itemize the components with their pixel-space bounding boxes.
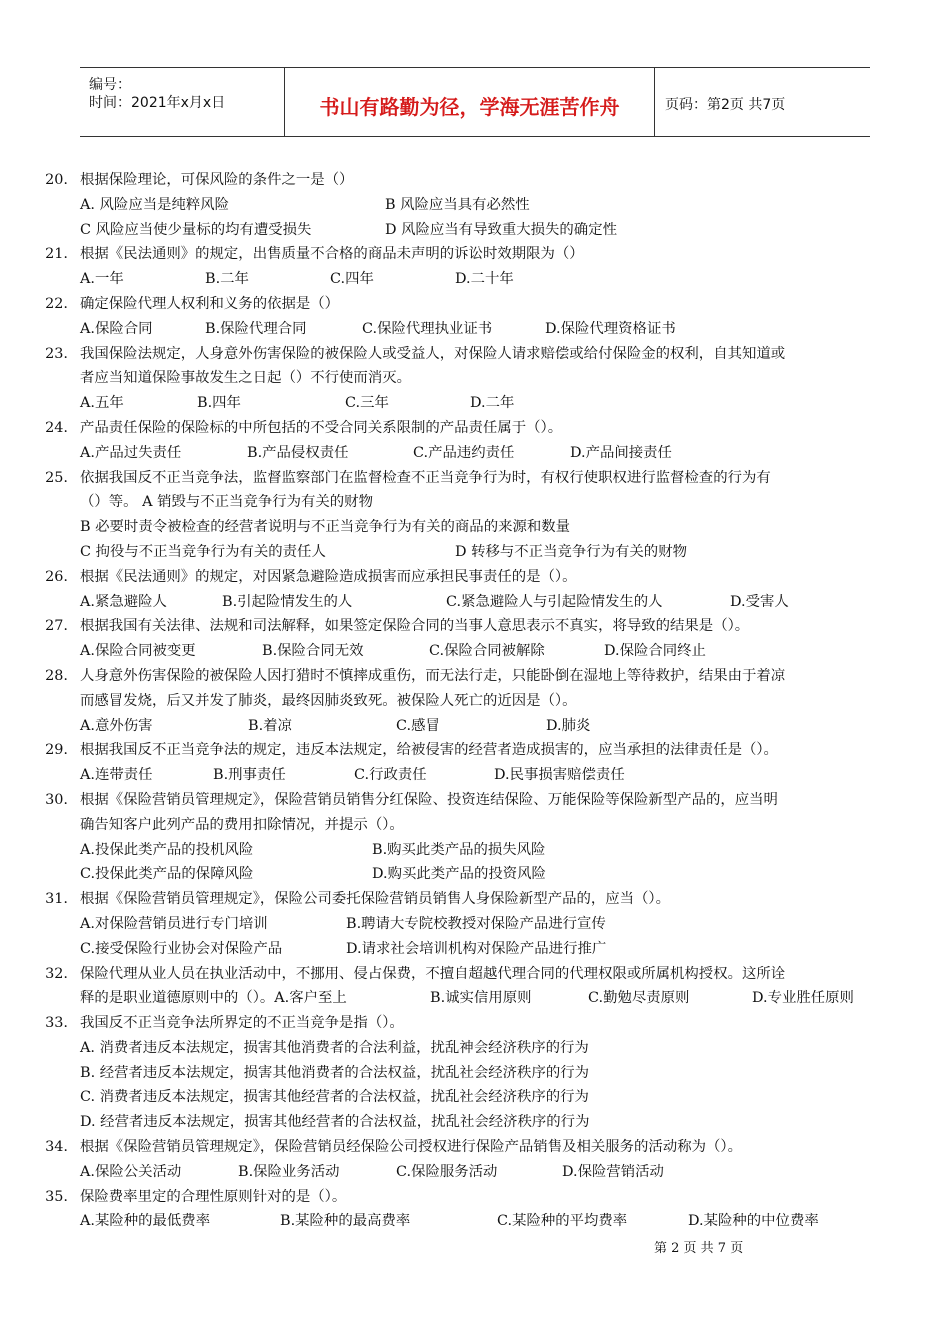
option-text: C.紧急避险人与引起险情发生的人 <box>446 593 663 610</box>
question-stem-line <box>0 887 950 912</box>
option-text: D.保险营销活动 <box>562 1163 664 1180</box>
option-text: B.保险代理合同 <box>205 320 307 337</box>
option-text: A.紧急避险人 <box>80 593 167 610</box>
option-line <box>0 515 950 540</box>
question-stem-line <box>0 962 950 987</box>
question-number: 28. <box>45 667 68 684</box>
option-text: A.产品过失责任 <box>80 444 182 461</box>
question-list <box>0 168 950 1234</box>
option-text: B.保险合同无效 <box>262 643 364 660</box>
page-header <box>80 67 870 137</box>
question-stem-line <box>0 614 950 639</box>
question-23 <box>0 342 950 416</box>
option-text: D. 经营者违反本法规定，损害其他经营者的合法权益，扰乱社会经济秩序的行为 <box>80 1114 590 1131</box>
option-line <box>0 1209 950 1234</box>
option-text: B.二年 <box>205 271 249 288</box>
option-text: B.四年 <box>197 395 241 412</box>
question-21 <box>0 242 950 292</box>
question-number: 33. <box>45 1015 68 1032</box>
option-line <box>0 1160 950 1185</box>
option-text: D.民事损害赔偿责任 <box>494 767 625 784</box>
question-26 <box>0 565 950 615</box>
option-line <box>0 639 950 664</box>
option-text: B.引起险情发生的人 <box>222 593 353 610</box>
question-stem-text: 人身意外伤害保险的被保险人因打猎时不慎摔成重伤，而无法行走，只能卧倒在湿地上等待救护，结果由于着凉 <box>80 667 786 684</box>
question-stem-text: 根据《保险营销员管理规定》，保险公司委托保险营销员销售人身保险新型产品的，应当（）。 <box>80 891 671 908</box>
question-stem-line <box>0 565 950 590</box>
question-number: 34. <box>45 1139 68 1156</box>
question-stem-line <box>0 1135 950 1160</box>
question-27 <box>0 614 950 664</box>
option-text: B 风险应当具有必然性 <box>385 196 530 213</box>
question-32 <box>0 962 950 1012</box>
option-text: A.意外伤害 <box>80 717 153 734</box>
question-22 <box>0 292 950 342</box>
option-text: C. 消费者违反本法规定，损害其他经营者的合法权益，扰乱社会经济秩序的行为 <box>80 1089 589 1106</box>
option-text: A.五年 <box>80 395 124 412</box>
question-stem-line <box>0 689 950 714</box>
option-text: B.刑事责任 <box>213 767 286 784</box>
option-line <box>0 317 950 342</box>
question-stem-line <box>0 1011 950 1036</box>
option-text: A.保险合同被变更 <box>80 643 196 660</box>
option-text: D.购买此类产品的投资风险 <box>372 866 546 883</box>
question-stem-line <box>0 986 950 1011</box>
question-stem-text: 依据我国反不正当竞争法，监督监察部门在监督检查不正当竞争行为时，有权行使职权进行监督检查的行为有 <box>80 469 771 486</box>
option-text: D.保险代理资格证书 <box>545 320 676 337</box>
option-text: C.保险服务活动 <box>396 1163 498 1180</box>
question-28 <box>0 664 950 738</box>
question-number: 27. <box>45 618 68 635</box>
question-number: 31. <box>45 891 68 908</box>
option-text: C 拘役与不正当竞争行为有关的责任人 <box>80 543 326 560</box>
question-29 <box>0 738 950 788</box>
option-text: C.感冒 <box>396 717 440 734</box>
question-stem-line <box>0 1185 950 1210</box>
option-text: B.着凉 <box>248 717 292 734</box>
option-line <box>0 540 950 565</box>
option-text: B.保险业务活动 <box>238 1163 340 1180</box>
question-stem-line <box>0 168 950 193</box>
option-text: D.保险合同终止 <box>604 643 706 660</box>
option-text: D.某险种的中位费率 <box>688 1213 819 1230</box>
question-33 <box>0 1011 950 1135</box>
question-stem-text: 根据《保险营销员管理规定》，保险营销员销售分红保险、投资连结保险、万能保险等保险新型产品的，应当明 <box>80 791 778 808</box>
option-text: C.产品违约责任 <box>413 444 515 461</box>
question-stem-text: 确定保险代理人权利和义务的依据是（） <box>80 295 340 312</box>
option-line <box>0 714 950 739</box>
question-stem-line <box>0 466 950 491</box>
option-text: A.保险公关活动 <box>80 1163 182 1180</box>
question-24 <box>0 416 950 466</box>
question-20 <box>0 168 950 242</box>
option-text: C.保险代理执业证书 <box>362 320 493 337</box>
option-text: D.请求社会培训机构对保险产品进行推广 <box>346 940 607 957</box>
option-text: D.肺炎 <box>546 717 591 734</box>
question-stem-text: 根据保险理论，可保风险的条件之一是（） <box>80 172 354 188</box>
option-text: B.聘请大专院校教授对保险产品进行宣传 <box>346 915 606 932</box>
question-number: 25. <box>45 469 68 486</box>
question-stem-text: 保险代理从业人员在执业活动中，不挪用、侵占保费，不擅自超越代理合同的代理权限或所属机构授权。这所诠 <box>80 965 786 982</box>
option-text: D 风险应当有导致重大损失的确定性 <box>385 221 617 238</box>
question-stem-text: 根据我国有关法律、法规和司法解释，如果签定保险合同的当事人意思表示不真实，将导致的结果是（）。 <box>80 618 750 635</box>
question-stem-text: 我国保险法规定，人身意外伤害保险的被保险人或受益人，对保险人请求赔偿或给付保险金的权利，自其知道或 <box>80 345 786 362</box>
question-number: 30. <box>45 791 68 808</box>
option-text: A.投保此类产品的投机风险 <box>80 841 254 858</box>
option-text: A.保险合同 <box>80 320 153 337</box>
question-25 <box>0 466 950 565</box>
option-text: A.对保险营销员进行专门培训 <box>80 915 268 932</box>
option-text: C.接受保险行业协会对保险产品 <box>80 940 283 957</box>
option-text: B.产品侵权责任 <box>247 444 349 461</box>
option-text: C.三年 <box>345 395 389 412</box>
question-stem-text: （）等。 A 销毁与不正当竞争行为有关的财物 <box>80 494 373 511</box>
question-stem-line <box>0 366 950 391</box>
question-stem-text: 根据我国反不正当竞争法的规定，违反本法规定，给被侵害的经营者造成损害的，应当承担的法律责任是（）。 <box>80 742 778 759</box>
header-motto-cell <box>285 68 655 136</box>
question-number: 20. <box>45 172 68 188</box>
option-text: D.受害人 <box>730 593 789 610</box>
option-line <box>0 912 950 937</box>
option-text: A.某险种的最低费率 <box>80 1213 211 1230</box>
question-stem-text: 产品责任保险的保险标的中所包括的不受合同关系限制的产品责任属于（）。 <box>80 419 563 436</box>
option-line <box>0 862 950 887</box>
question-number: 23. <box>45 345 68 362</box>
option-line <box>0 267 950 292</box>
question-stem-line <box>0 788 950 813</box>
option-text: D.专业胜任原则 <box>752 990 854 1007</box>
option-text: B. 经营者违反本法规定，损害其他消费者的合法权益，扰乱社会经济秩序的行为 <box>80 1064 590 1081</box>
option-text: D.二十年 <box>455 271 514 288</box>
option-text: C.保险合同被解除 <box>429 643 545 660</box>
option-text: C 风险应当使少量标的均有遭受损失 <box>80 221 312 238</box>
question-stem-text: 释的是职业道德原则中的（）。A.客户至上 <box>80 990 347 1007</box>
option-line <box>0 937 950 962</box>
question-stem-text: 根据《保险营销员管理规定》，保险营销员经保险公司授权进行保险产品销售及相关服务的活动称为（）。 <box>80 1139 742 1156</box>
option-text: A.连带责任 <box>80 767 153 784</box>
option-text: D 转移与不正当竞争行为有关的财物 <box>455 543 687 560</box>
time-label: 时间：2021年x月x日 <box>89 95 226 111</box>
question-stem-text: 而感冒发烧，后又并发了肺炎，最终因肺炎致死。被保险人死亡的近因是（）。 <box>80 692 577 709</box>
question-stem-line <box>0 242 950 267</box>
option-line <box>0 218 950 243</box>
question-31 <box>0 887 950 961</box>
motto: 书山有路勤为径，学海无涯苦作舟 <box>319 95 620 119</box>
question-number: 32. <box>45 965 68 982</box>
question-stem-line <box>0 738 950 763</box>
question-stem-text: 根据《民法通则》的规定，对因紧急避险造成损害而应承担民事责任的是（）。 <box>80 568 577 585</box>
question-stem-line <box>0 490 950 515</box>
code-label: 编号： <box>89 77 131 93</box>
question-number: 21. <box>45 246 68 263</box>
option-line <box>0 838 950 863</box>
option-text: C.勤勉尽责原则 <box>588 990 690 1007</box>
option-text: B.购买此类产品的损失风险 <box>372 841 546 858</box>
footer-page-number: 第 2 页 共 7 页 <box>654 1241 744 1256</box>
question-number: 22. <box>45 295 68 312</box>
option-line <box>0 1036 950 1061</box>
option-line <box>0 1110 950 1135</box>
question-34 <box>0 1135 950 1185</box>
question-stem-line <box>0 342 950 367</box>
option-text: C.某险种的平均费率 <box>497 1213 628 1230</box>
option-line <box>0 590 950 615</box>
question-number: 29. <box>45 742 68 759</box>
question-number: 24. <box>45 419 68 436</box>
question-stem-text: 根据《民法通则》的规定，出售质量不合格的商品未声明的诉讼时效期限为（） <box>80 246 584 263</box>
option-line <box>0 193 950 218</box>
question-stem-line <box>0 664 950 689</box>
option-text: D.产品间接责任 <box>570 444 672 461</box>
question-stem-text: 者应当知道保险事故发生之日起（）不行使而消灭。 <box>80 370 411 387</box>
question-stem-line <box>0 416 950 441</box>
question-number: 35. <box>45 1188 68 1205</box>
option-line <box>0 441 950 466</box>
option-text: D.二年 <box>470 395 515 412</box>
page-label: 页码：第2页 共7页 <box>665 97 786 113</box>
option-text: A.一年 <box>80 271 124 288</box>
option-text: B.诚实信用原则 <box>430 990 532 1007</box>
question-stem-line <box>0 292 950 317</box>
question-number: 26. <box>45 568 68 585</box>
option-text: A. 风险应当是纯粹风险 <box>80 196 230 213</box>
question-stem-line <box>0 813 950 838</box>
header-info-cell <box>80 68 285 136</box>
option-text: C.投保此类产品的保障风险 <box>80 866 254 883</box>
question-stem-text: 我国反不正当竞争法所界定的不正当竞争是指（）。 <box>80 1015 404 1032</box>
header-page-cell <box>655 68 870 136</box>
question-stem-text: 确告知客户此列产品的费用扣除情况，并提示（）。 <box>80 816 404 833</box>
question-stem-text: 保险费率里定的合理性原则针对的是（）。 <box>80 1188 347 1205</box>
option-line <box>0 1061 950 1086</box>
option-text: C.四年 <box>330 271 374 288</box>
question-35 <box>0 1185 950 1235</box>
option-line <box>0 1085 950 1110</box>
option-text: B.某险种的最高费率 <box>280 1213 411 1230</box>
option-text: C.行政责任 <box>354 767 427 784</box>
option-text: B 必要时责令被检查的经营者说明与不正当竞争行为有关的商品的来源和数量 <box>80 519 571 536</box>
option-text: A. 消费者违反本法规定，损害其他消费者的合法利益，扰乱神会经济秩序的行为 <box>80 1039 589 1056</box>
question-30 <box>0 788 950 887</box>
option-line <box>0 763 950 788</box>
option-line <box>0 391 950 416</box>
